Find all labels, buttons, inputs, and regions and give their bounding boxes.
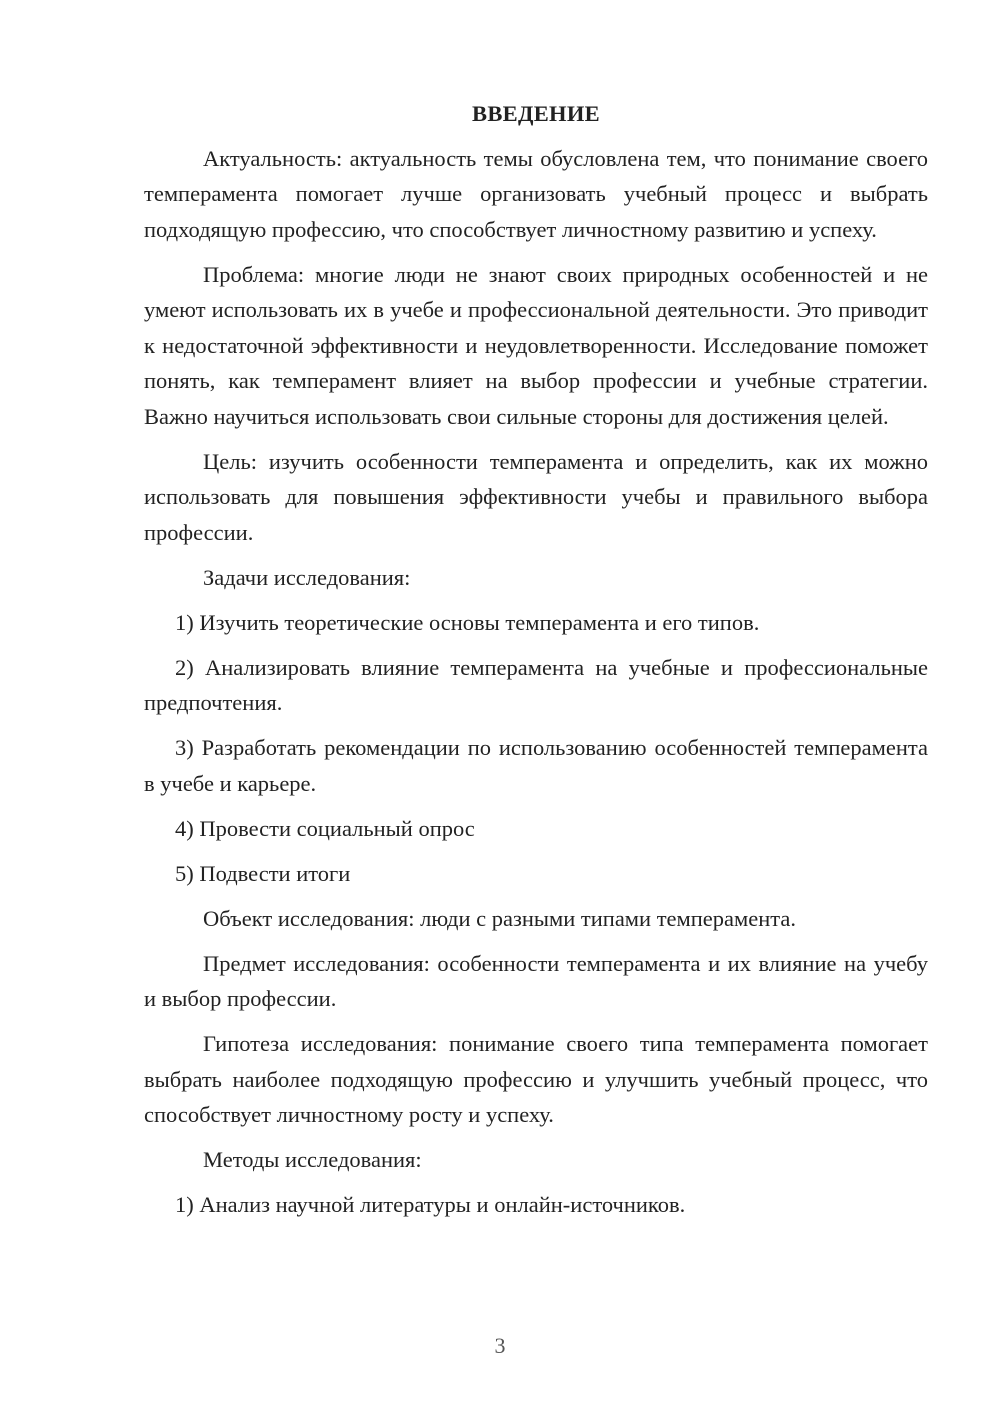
task-item: 2) Анализировать влияние темперамента на учебные и профессиональные предпочтения. bbox=[144, 654, 928, 715]
task-item: 5) Подвести итоги bbox=[175, 860, 351, 886]
page-number: 3 bbox=[494, 1333, 506, 1358]
paragraph-object: Объект исследования: люди с разными типами темперамента. bbox=[203, 905, 797, 931]
tasks-title: Задачи исследования: bbox=[203, 564, 411, 590]
paragraph-relevance: Актуальность: актуальность темы обусловлена тем, что понимание своего темперамента помогает лучше организовать учебный процесс и выбрать подходящую профессию, что способствует личностному развитию и успеху. bbox=[144, 145, 928, 242]
method-item: 1) Анализ научной литературы и онлайн-источников. bbox=[175, 1192, 686, 1217]
section-heading: ВВЕДЕНИЕ bbox=[472, 101, 600, 126]
task-item: 4) Провести социальный опрос bbox=[175, 815, 475, 841]
paragraph-problem: Проблема: многие люди не знают своих природных особенностей и не умеют использовать их в учебе и профессиональной деятельности. Это приводит к недостаточной эффективности и неудовлетворенности. Исследование поможет понять, как темперамент влияет на выбор профессии и учебные стратегии. Важно научиться использовать свои сильные стороны для достижения целей. bbox=[144, 261, 928, 429]
task-item: 3) Разработать рекомендации по использованию особенностей темперамента в учебе и карьере. bbox=[144, 735, 928, 796]
paragraph-goal: Цель: изучить особенности темперамента и определить, как их можно использовать для повышения эффективности учебы и правильного выбора профессии. bbox=[144, 448, 928, 545]
task-item: 1) Изучить теоретические основы темперамента и его типов. bbox=[175, 609, 760, 635]
paragraph-hypothesis: Гипотеза исследования: понимание своего типа темперамента помогает выбрать наиболее подходящую профессию и улучшить учебный процесс, что способствует личностному росту и успеху. bbox=[144, 1031, 928, 1127]
document-page bbox=[144, 96, 928, 1232]
paragraph-subject: Предмет исследования: особенности темперамента и их влияние на учебу и выбор профессии. bbox=[144, 950, 928, 1011]
methods-title: Методы исследования: bbox=[203, 1147, 422, 1172]
